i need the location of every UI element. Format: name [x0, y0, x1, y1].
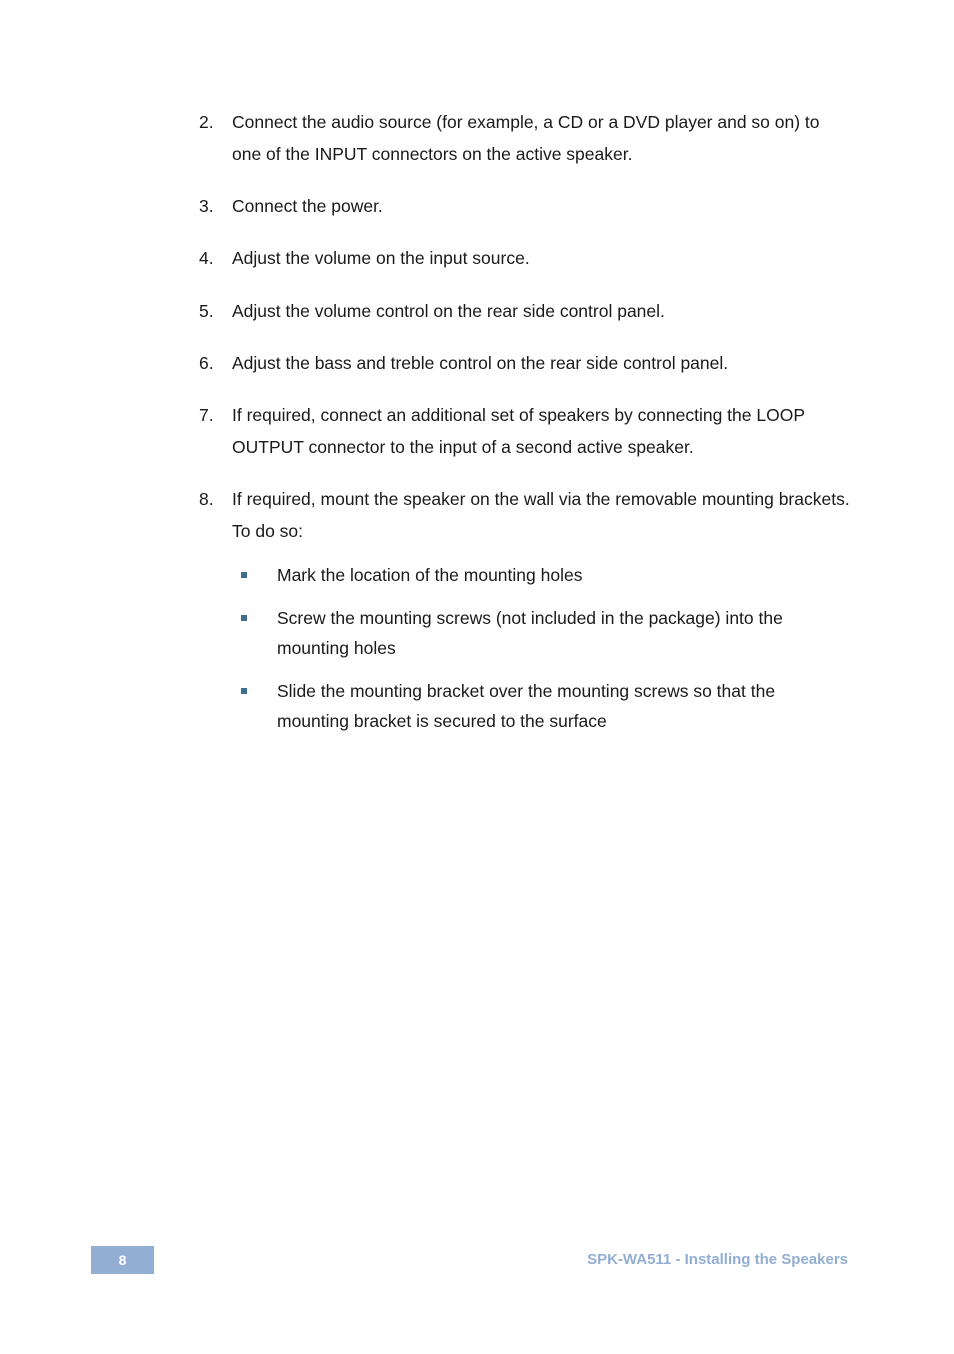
step-text: Adjust the volume control on the rear side control panel. — [232, 301, 665, 321]
step-text: Connect the power. — [232, 196, 383, 216]
step-text: Connect the audio source (for example, a CD or a DVD player and so on) to one of the INPUT connectors on the active speaker. — [232, 112, 820, 164]
step-number: 3. — [199, 196, 214, 216]
step-number: 7. — [199, 405, 214, 425]
step-number: 2. — [199, 112, 214, 132]
footer-title: SPK-WA511 - Installing the Speakers — [587, 1251, 848, 1268]
step-number: 6. — [199, 353, 214, 373]
bullet-text: Mark the location of the mounting holes — [277, 565, 583, 585]
square-bullet-icon — [241, 572, 247, 578]
step-text: Adjust the volume on the input source. — [232, 248, 530, 268]
step-text: Adjust the bass and treble control on the rear side control panel. — [232, 353, 729, 373]
bullet-text: Screw the mounting screws (not included in the package) into the mounting holes — [277, 608, 783, 658]
page-number: 8 — [91, 1246, 154, 1274]
square-bullet-icon — [241, 615, 247, 621]
step-number: 4. — [199, 248, 214, 268]
bullet-text: Slide the mounting bracket over the mounting screws so that the mounting bracket is secured to the surface — [277, 681, 776, 731]
step-text: If required, mount the speaker on the wall via the removable mounting brackets. To do so: — [232, 489, 850, 541]
square-bullet-icon — [241, 688, 247, 694]
step-number: 8. — [199, 489, 214, 509]
step-number: 5. — [199, 301, 214, 321]
step-text: If required, connect an additional set of speakers by connecting the LOOP OUTPUT connector to the input of a second active speaker. — [232, 405, 805, 457]
